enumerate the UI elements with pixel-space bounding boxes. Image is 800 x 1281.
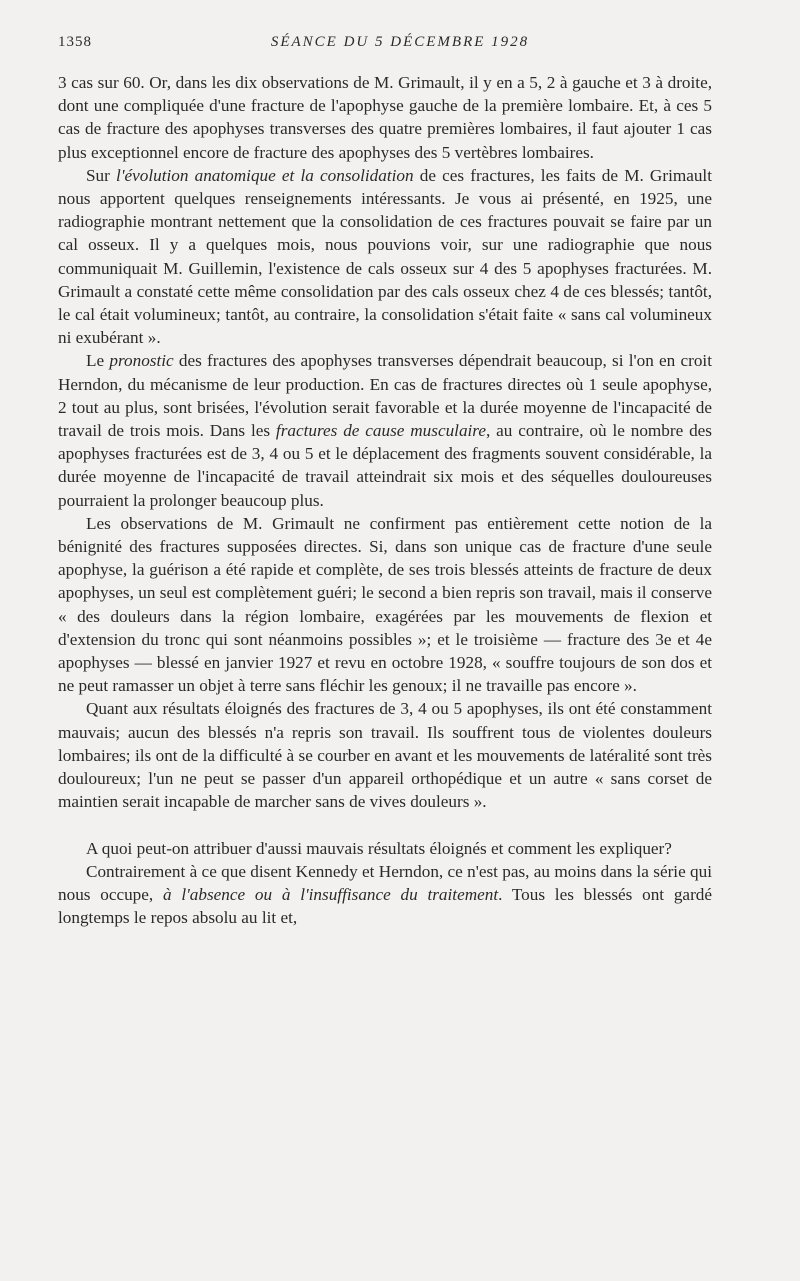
paragraph: 3 cas sur 60. Or, dans les dix observations de M. Grimault, il y en a 5, 2 à gauche et 3 à droite, dont une compliquée d'une fracture de l'apophyse gauche de la première lombaire. Et, à ces 5 cas de fracture des apophyses transverses des quatre premières lombaires, il faut ajouter 1 cas plus exceptionnel encore de fracture des apophyses des 5 vertèbres lombaires. (58, 73, 712, 162)
page-number: 1358 (58, 34, 92, 50)
emphasis: l'évolution anatomique et la consolidation (116, 165, 414, 185)
emphasis: à l'absence ou à l'insuffisance du traitement (162, 884, 499, 904)
emphasis: pronostic (109, 351, 174, 371)
paragraph: Sur l'évolution anatomique et la consolidation de ces fractures, les faits de M. Grimault nous apportent quelques renseignements intéressants. Je vous ai présenté, en 1925, une radiographie montrant nettement que la consolidation de ces fractures pouvait se faire par un cal osseux. Il y a quelques mois, nous pouvions voir, sur une radiographie que nous communiquait M. Guillemin, l'existence de cals osseux sur 4 des 5 apophyses fracturées. M. Grimault a constaté cette même consolidation par des cals osseux chez 4 de ces blessés; tantôt, le cal était volumineux; tantôt, au contraire, la consolidation s'était faite « sans cal volumineux ni exubérant ». (58, 165, 712, 348)
paragraph: Le pronostic des fractures des apophyses transverses dépendrait beaucoup, si l'on en croit Herndon, du mécanisme de leur production. En cas de fractures directes où 1 seule apophyse, 2 tout au plus, sont brisées, l'évolution serait favorable et la durée moyenne de l'incapacité de travail de trois mois. Dans les fractures de cause musculaire, au contraire, où le nombre des apophyses fracturées est de 3, 4 ou 5 et le déplacement des fragments souvent considérable, la durée moyenne de l'incapacité de travail atteindrait six mois et des séquelles douloureuses pourraient la prolonger beaucoup plus. (58, 351, 712, 510)
running-title: SÉANCE DU 5 DÉCEMBRE 1928 (270, 34, 530, 50)
paragraph: Les observations de M. Grimault ne confirment pas entièrement cette notion de la bénignité des fractures supposées directes. Si, dans son unique cas de fracture d'une seule apophyse, la guérison a été rapide et complète, de ses trois blessés atteints de fracture de deux apophyses, un seul est complètement guéri; le second a bien repris son travail, mais il conserve « des douleurs dans la région lombaire, exagérées par les mouvements de flexion et d'extension du tronc qui sont néanmoins possibles »; et le troisième — fracture des 3e et 4e apophyses — blessé en janvier 1927 et revu en octobre 1928, « souffre toujours de son dos et ne peut ramasser un objet à terre sans fléchir les genoux; il ne travaille pas encore ». (58, 513, 712, 696)
paragraph: Quant aux résultats éloignés des fractures de 3, 4 ou 5 apophyses, ils ont été constamment mauvais; aucun des blessés n'a repris son travail. Ils souffrent tous de violentes douleurs lombaires; ils ont de la difficulté à se courber en avant et les mouvements de latéralité sont très douloureux; l'un ne peut se passer d'un appareil orthopédique et un autre « sans corset de maintien serait incapable de marcher sans de vives douleurs ». (58, 699, 712, 812)
running-header (58, 34, 742, 58)
paragraph: Contrairement à ce que disent Kennedy et Herndon, ce n'est pas, au moins dans la série qui nous occupe, à l'absence ou à l'insuffisance du traitement. Tous les blessés ont gardé longtemps le repos absolu au lit et, (58, 861, 713, 928)
paragraph: A quoi peut-on attribuer d'aussi mauvais résultats éloignés et comment les expliquer? (86, 838, 672, 858)
body-text (58, 71, 712, 929)
emphasis: fractures de cause musculaire (275, 421, 486, 441)
